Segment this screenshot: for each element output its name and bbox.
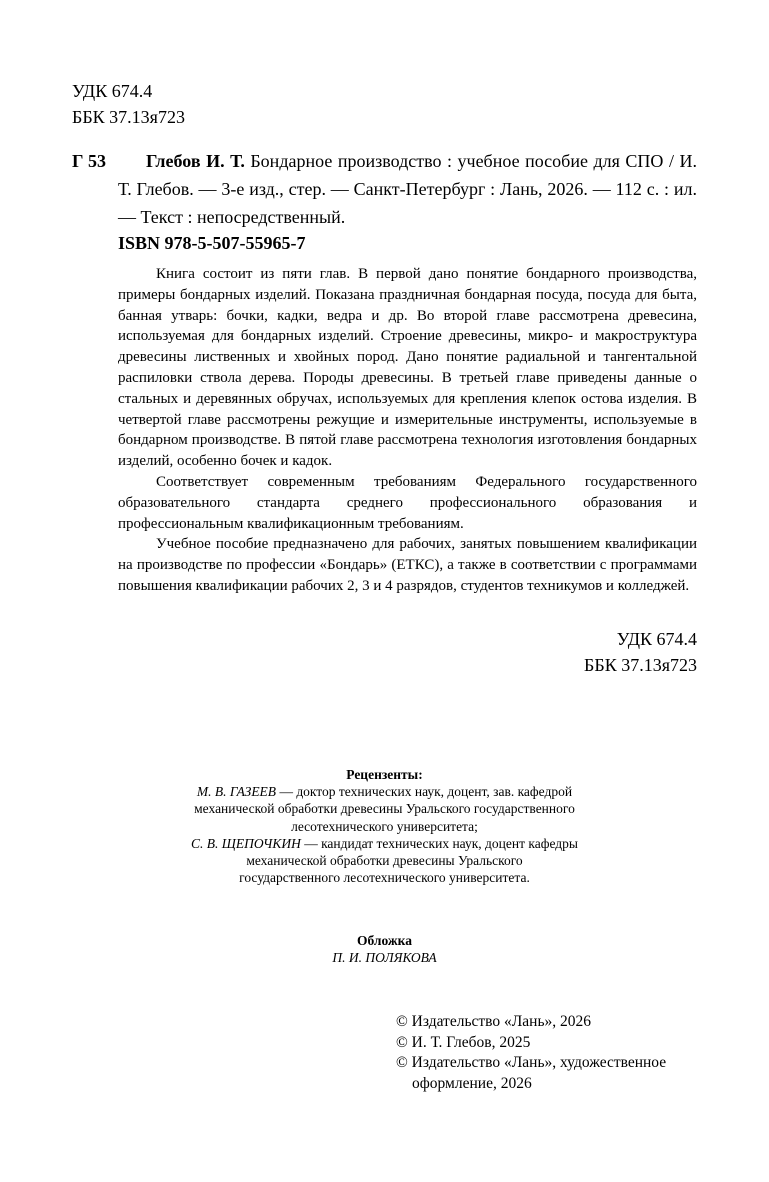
copyright-line-2: © И. Т. Глебов, 2025: [396, 1033, 531, 1051]
cover-credit: [0, 932, 769, 966]
reviewer-2-line-1: [0, 835, 769, 852]
abstract-paragraph-2: Соответствует современным требованиям Федерального государственного образовательного стандарта среднего профессионального образования и профессиональным квалификационным требованиям.: [118, 473, 697, 532]
reviewer-2-line-3: государственного лесотехнического университета.: [239, 870, 530, 886]
reviewer-1-title: — доктор технических наук, доцент, зав. кафедрой: [276, 784, 573, 800]
reviewer-1-name: М. В. ГАЗЕЕВ: [196, 784, 277, 800]
author-mark: Г 53: [72, 151, 106, 171]
author-name: Глебов И. Т.: [146, 151, 245, 171]
cover-designer: П. И. ПОЛЯКОВА: [332, 950, 437, 966]
reviewers-block: [0, 766, 769, 886]
udk-code-top: УДК 674.4: [72, 81, 153, 101]
udk-code-bottom: УДК 674.4: [616, 629, 697, 649]
abstract-paragraph-1: Книга состоит из пяти глав. В первой дано понятие бондарного производства, примеры бондарных изделий. Показана праздничная бондарная посуда, посуда для быта, банная утварь: бочки, кадки, ведра и др. Во второй главе рассмотрена древесина, используемая для бондарных изделий. Строение древесины, микро- и макроструктура древесины лиственных и хвойных пород. Дано понятие радиальной и тангентальной распиловки ствола дерева. Породы древесины. В третьей главе приведены данные о стальных и деревянных обручах, используемых для крепления клепок остова изделия. В четвертой главе рассмотрены режущие и измерительные инструменты, используемые в бондарном производстве. В пятой главе рассмотрена технология изготовления бондарных изделий, особенно бочек и кадок.: [118, 266, 697, 470]
bibliographic-description: Бондарное производство : учебное пособие для СПО / И. Т. Глебов. — 3-е изд., стер. — Санкт-Петербург : Лань, 2026. — 112 с. : ил. — Текст : непосредственный.: [118, 151, 697, 227]
reviewer-2-name: С. В. ЩЕПОЧКИН: [191, 835, 301, 851]
abstract: [118, 264, 697, 597]
bbk-code-top: ББК 37.13я723: [72, 107, 185, 127]
reviewer-1-line-3: лесотехнического университета;: [291, 818, 478, 834]
reviewer-1-line-1: [0, 783, 769, 800]
copyright-line-3: © Издательство «Лань», художественное: [396, 1054, 667, 1072]
copyright-line-4: оформление, 2026: [412, 1074, 532, 1092]
abstract-paragraph-3: Учебное пособие предназначено для рабочих, занятых повышением квалификации на производстве по профессии «Бондарь» (ЕТКС), а также в соответствии с программами повышения квалификации рабочих 2, 3 и 4 разрядов, студентов техникумов и колледжей.: [118, 536, 697, 594]
bibliographic-record: [118, 147, 697, 231]
reviewer-2-line-2: механической обработки древесины Уральского: [246, 853, 523, 869]
copyright-line-1: © Издательство «Лань», 2026: [396, 1013, 592, 1030]
reviewer-1-line-2: механической обработки древесины Уральского государственного: [194, 801, 575, 817]
copyright-block: [396, 1012, 666, 1094]
cover-heading: Обложка: [356, 933, 412, 948]
reviewers-heading: Рецензенты:: [346, 767, 423, 782]
isbn: ISBN 978-5-507-55965-7: [118, 233, 306, 253]
reviewer-2-title: — кандидат технических наук, доцент кафедры: [300, 835, 578, 851]
bbk-code-bottom: ББК 37.13я723: [584, 655, 697, 675]
